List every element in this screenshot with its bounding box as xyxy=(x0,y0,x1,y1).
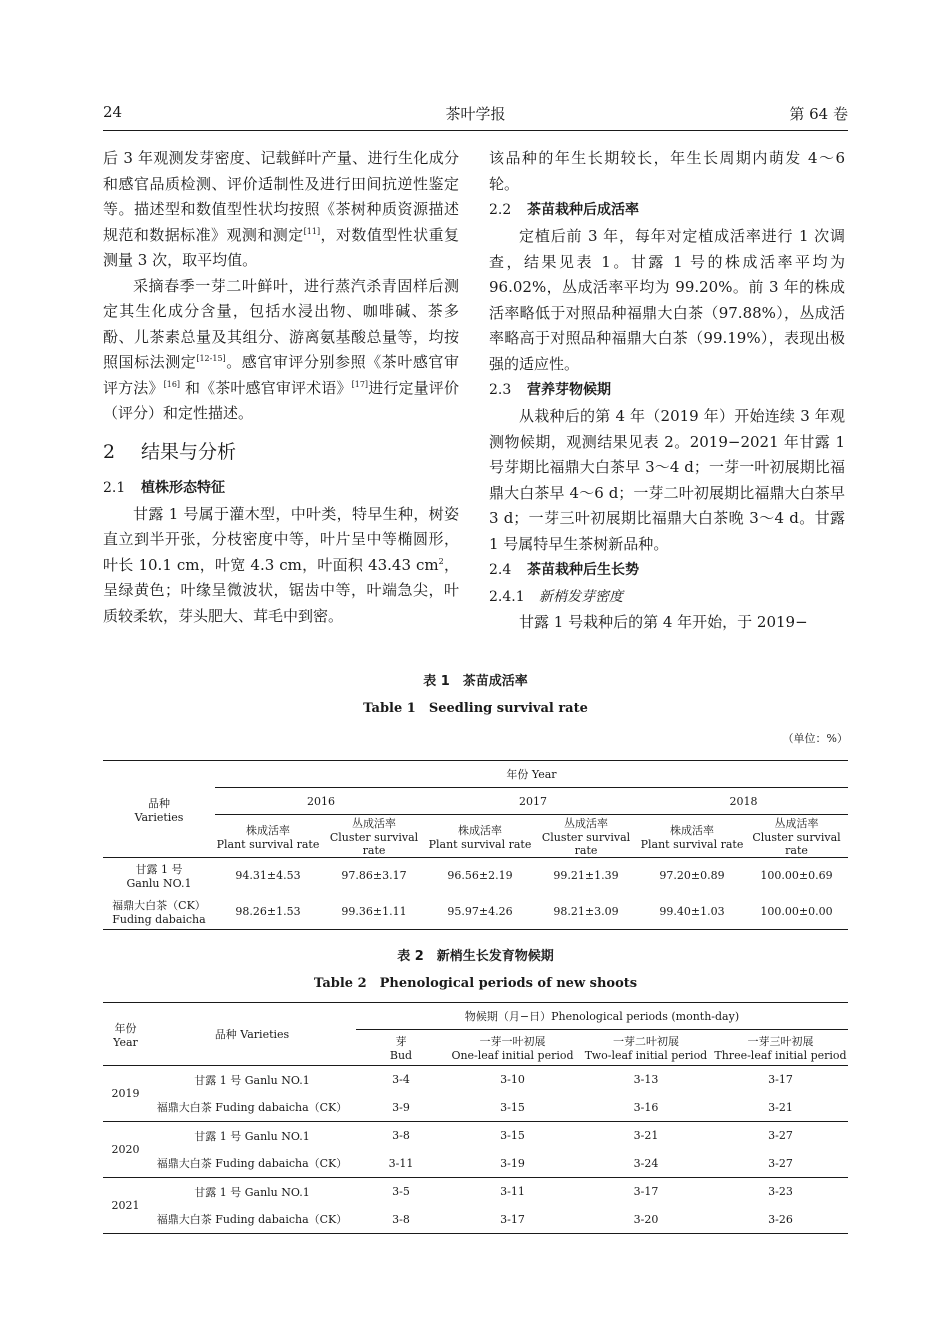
subsection-heading: 2.1 植株形态特征 xyxy=(103,479,225,496)
journal-title: 茶叶学报 xyxy=(445,105,506,123)
subsection-heading: 2.3 营养芽物候期 xyxy=(489,382,611,398)
table1-cell: 97.20±0.89 xyxy=(659,869,725,883)
table2-period-header: 物候期（月−日）Phenological periods (month-day) xyxy=(356,1003,848,1030)
table1-variety: 甘露 1 号 Ganlu NO.1 xyxy=(126,863,192,891)
table2-cell: 3-17 xyxy=(768,1073,793,1087)
paragraph: 该品种的年生长期较长，年生长周期内萌发 4～6 轮。 xyxy=(489,149,845,193)
table2 xyxy=(103,1002,848,1234)
table1-unit: （单位：%） xyxy=(782,732,848,745)
table1-cell: 99.21±1.39 xyxy=(553,869,619,883)
table2-cell: 3-27 xyxy=(713,1150,848,1178)
table2-cell: 3-16 xyxy=(579,1094,713,1122)
table2-cell: 3-4 xyxy=(392,1073,410,1087)
table2-col-three-leaf: 一芽三叶初展 Three-leaf initial period xyxy=(713,1030,848,1066)
table1-col-cluster: 丛成活率 Cluster survival rate xyxy=(321,815,427,858)
table2-cell: 3-24 xyxy=(579,1150,713,1178)
table1-cell: 95.97±4.26 xyxy=(427,894,533,930)
table1-cell: 97.86±3.17 xyxy=(341,869,407,883)
table1-cell: 99.40±1.03 xyxy=(639,894,745,930)
table2-cell: 3-15 xyxy=(500,1129,525,1143)
paragraph: 后 3 年观测发芽密度、记载鲜叶产量、进行生化成分和感官品质检测、评价适制性及进行田间抗逆性鉴定等。描述型和数值型性状均按照《茶树种质资源描述规范和数据标准》观测和测定[11]，对数值型性状重复测量 3 次，取平均值。 xyxy=(103,149,459,269)
subsubsection-heading: 2.4.1 新梢发芽密度 xyxy=(489,589,623,605)
paragraph: 甘露 1 号属于灌木型，中叶类，特早生种，树姿直立到半开张，分枝密度中等，叶片呈中等椭圆形，叶长 10.1 cm，叶宽 4.3 cm，叶面积 43.43 $cm^2$，呈绿黄色；叶缘呈微波状，锯齿中等，叶端急尖，叶质较柔软，芽头肥大、茸毛中到密。 xyxy=(103,504,459,625)
table1-variety-header: 品种 Varieties xyxy=(103,761,215,858)
table2-variety: 甘露 1 号 Ganlu NO.1 xyxy=(194,1129,310,1143)
table1-year-header: 年份 Year xyxy=(215,761,848,788)
table2-cell: 3-27 xyxy=(768,1129,793,1143)
table-row xyxy=(103,1122,848,1150)
table2-caption-en: Table 2 Phenological periods of new shoots xyxy=(313,976,638,991)
table2-col-one-leaf: 一芽一叶初展 One-leaf initial period xyxy=(446,1030,579,1066)
table2-cell: 3-17 xyxy=(446,1206,579,1234)
subsection-heading: 2.2 茶苗栽种后成活率 xyxy=(489,202,639,218)
table-row xyxy=(103,1178,848,1206)
table2-cell: 3-11 xyxy=(356,1150,446,1178)
table2-variety: 福鼎大白茶 Fuding dabaicha（CK） xyxy=(148,1206,356,1234)
table-row xyxy=(103,1150,848,1178)
table1-col-plant: 株成活率 Plant survival rate xyxy=(215,815,321,858)
volume-label: 第 64 卷 xyxy=(789,105,848,123)
table2-cell: 3-15 xyxy=(446,1094,579,1122)
table2-cell: 3-19 xyxy=(446,1150,579,1178)
table2-cell: 3-26 xyxy=(713,1206,848,1234)
table2-cell: 3-11 xyxy=(500,1185,525,1199)
table1-col-plant: 株成活率 Plant survival rate xyxy=(639,815,745,858)
paragraph: 甘露 1 号栽种后的第 4 年开始，于 2019− xyxy=(519,613,808,631)
table2-variety: 福鼎大白茶 Fuding dabaicha（CK） xyxy=(148,1150,356,1178)
table2-variety-header: 品种 Varieties xyxy=(148,1003,356,1066)
table1-cell: 94.31±4.53 xyxy=(235,869,301,883)
table2-cell: 3-23 xyxy=(768,1185,793,1199)
table2-cell: 3-21 xyxy=(713,1094,848,1122)
right-column xyxy=(489,146,845,636)
table1-col-cluster: 丛成活率 Cluster survival rate xyxy=(745,815,848,858)
table-row xyxy=(103,1206,848,1234)
table1-variety: 福鼎大白茶（CK） Fuding dabaicha xyxy=(103,894,215,930)
section-heading: 2 结果与分析 xyxy=(103,440,237,463)
table2-variety: 甘露 1 号 Ganlu NO.1 xyxy=(194,1073,310,1087)
header-rule xyxy=(103,130,848,131)
table-row xyxy=(103,858,848,894)
subsection-heading: 2.4 茶苗栽种后生长势 xyxy=(489,562,639,578)
table-row xyxy=(103,1066,848,1094)
left-column xyxy=(103,146,459,629)
table1-cell: 99.36±1.11 xyxy=(321,894,427,930)
table1-col-plant: 株成活率 Plant survival rate xyxy=(427,815,533,858)
table2-cell: 3-8 xyxy=(392,1129,410,1143)
table2-variety: 福鼎大白茶 Fuding dabaicha（CK） xyxy=(148,1094,356,1122)
table2-cell: 3-21 xyxy=(633,1129,659,1143)
table-row xyxy=(103,1094,848,1122)
table1-year: 2018 xyxy=(639,788,848,815)
table2-year: 2020 xyxy=(103,1122,148,1178)
running-header xyxy=(103,103,848,127)
table1-cell: 96.56±2.19 xyxy=(447,869,513,883)
table1-cell: 98.26±1.53 xyxy=(215,894,321,930)
table2-cell: 3-17 xyxy=(633,1185,659,1199)
table1-cell: 100.00±0.69 xyxy=(760,869,833,883)
paragraph: 定植后前 3 年，每年对定植成活率进行 1 次调查，结果见表 1。甘露 1 号的株成活率平均为 96.02%，丛成活率平均为 99.20%。前 3 年的株成活率略低于对照品种福鼎大白茶（97.88%），丛成活率略高于对照品种福鼎大白茶（99.19%），表现出极强的适应性。 xyxy=(489,227,845,373)
table2-year: 2019 xyxy=(103,1066,148,1122)
table2-variety: 甘露 1 号 Ganlu NO.1 xyxy=(194,1185,310,1199)
paragraph: 采摘春季一芽二叶鲜叶，进行蒸汽杀青固样后测定其生化成分含量，包括水浸出物、咖啡碱、茶多酚、儿茶素总量及其组分、游离氨基酸总量等，均按照国标法测定[12-15]。感官审评分别参照《茶叶感官审评方法》[16] 和《茶叶感官审评术语》[17]进行定量评价（评分）和定性描述。 xyxy=(103,276,459,422)
table1-caption-en: Table 1 Seedling survival rate xyxy=(363,701,588,716)
table2-col-two-leaf: 一芽二叶初展 Two-leaf initial period xyxy=(579,1030,713,1066)
table1-cell: 100.00±0.00 xyxy=(745,894,848,930)
table-row xyxy=(103,894,848,930)
table2-caption-zh: 表 2 新梢生长发育物候期 xyxy=(397,949,554,964)
table2-cell: 3-10 xyxy=(500,1073,525,1087)
table2-year-header: 年份 Year xyxy=(103,1003,148,1066)
table2-cell: 3-9 xyxy=(356,1094,446,1122)
table1-col-cluster: 丛成活率 Cluster survival rate xyxy=(533,815,639,858)
table1-caption-zh: 表 1 茶苗成活率 xyxy=(423,674,528,689)
table1-year: 2016 xyxy=(215,788,427,815)
table1-cell: 98.21±3.09 xyxy=(533,894,639,930)
table1-year: 2017 xyxy=(427,788,639,815)
page-number: 24 xyxy=(103,103,123,121)
table1 xyxy=(103,760,848,930)
table2-cell: 3-20 xyxy=(579,1206,713,1234)
paragraph: 从栽种后的第 4 年（2019 年）开始连续 3 年观测物候期，观测结果见表 2。2019−2021 年甘露 1 号芽期比福鼎大白茶早 3～4 d；一芽一叶初展期比福鼎大白茶早 4～6 d；一芽二叶初展期比福鼎大白茶早 3 d；一芽三叶初展期比福鼎大白茶晚 3～4 d。甘露 1 号属特早生茶树新品种。 xyxy=(489,407,845,553)
table2-col-bud: 芽 Bud xyxy=(356,1030,446,1066)
table2-cell: 3-8 xyxy=(356,1206,446,1234)
table2-year: 2021 xyxy=(103,1178,148,1234)
table2-cell: 3-5 xyxy=(392,1185,410,1199)
table2-cell: 3-13 xyxy=(633,1073,659,1087)
